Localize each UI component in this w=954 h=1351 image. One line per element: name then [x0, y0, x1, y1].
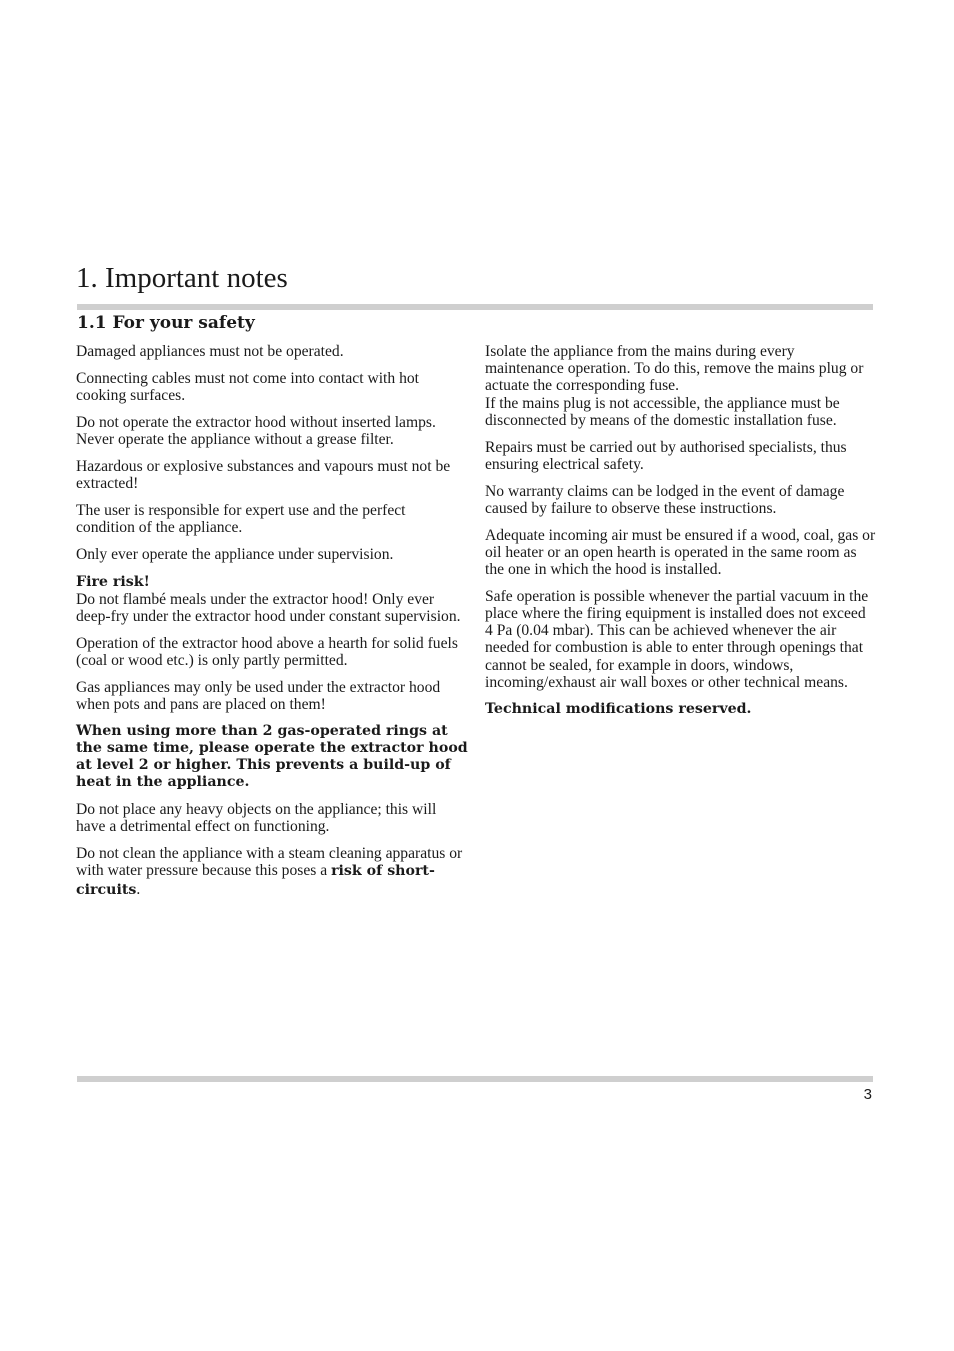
mains-isolation-text: Isolate the appliance from the mains during every maintenance operation. To do this, remove the mains plug or actuate the corresponding fuse. [485, 343, 864, 395]
fire-risk-note [76, 573, 468, 626]
cleaning-note [76, 845, 468, 899]
page-title: 1. Important notes [76, 262, 288, 294]
safety-note: Connecting cables must not come into contact with hot cooking surfaces. [76, 369, 419, 404]
safety-note: Gas appliances may only be used under the extractor hood when pots and pans are placed on them! [76, 678, 441, 713]
safety-note: Hazardous or explosive substances and vapours must not be extracted! [76, 457, 451, 492]
safety-note: No warranty claims can be lodged in the event of damage caused by failure to observe these instructions. [485, 482, 845, 517]
safety-note: Only ever operate the appliance under supervision. [76, 545, 394, 563]
gas-rings-warning: When using more than 2 gas-operated rings at the same time, please operate the extractor hood at level 2 or higher. This prevents a build-up of heat in the appliance. [76, 722, 468, 791]
safety-note: Adequate incoming air must be ensured if a wood, coal, gas or oil heater or an open hearth is operated in the same room as the one in which the hood is installed. [485, 526, 876, 579]
page-number: 3 [863, 1086, 872, 1103]
fire-risk-label: Fire risk! [76, 573, 150, 590]
bottom-divider [77, 1076, 873, 1082]
fire-risk-text: Do not flambé meals under the extractor hood! Only ever deep-fry under the extractor hood under constant supervision. [76, 590, 461, 625]
section-title: 1.1 For your safety [77, 313, 255, 333]
right-column [485, 343, 877, 727]
safety-note: Do not operate the extractor hood without inserted lamps. Never operate the appliance without a grease filter. [76, 413, 436, 448]
cleaning-note-end: . [136, 880, 141, 898]
top-divider [77, 304, 873, 310]
mains-plug-text: If the mains plug is not accessible, the appliance must be disconnected by means of the domestic installation fuse. [485, 394, 840, 429]
cleaning-note-text: Do not clean the appliance with a steam cleaning apparatus or with water pressure because this poses a [76, 845, 463, 880]
short-circuit-warning: risk of short-circuits [76, 863, 435, 898]
mains-isolation-note [485, 343, 877, 429]
left-column [76, 343, 468, 908]
safety-note: Damaged appliances must not be operated. [76, 343, 344, 360]
modifications-note: Technical modifications reserved. [485, 700, 752, 717]
safety-note: The user is responsible for expert use and the perfect condition of the appliance. [76, 501, 406, 536]
safety-note: Operation of the extractor hood above a hearth for solid fuels (coal or wood etc.) is only partly permitted. [76, 634, 458, 669]
safety-note: Repairs must be carried out by authorised specialists, thus ensuring electrical safety. [485, 438, 847, 473]
safety-note: Do not place any heavy objects on the appliance; this will have a detrimental effect on functioning. [76, 801, 437, 836]
safety-note: Safe operation is possible whenever the partial vacuum in the place where the firing equipment is installed does not exceed 4 Pa (0.04 mbar). This can be achieved whenever the air needed for combustion is able to enter through openings that cannot be sealed, for example in doors, windows, incoming/exhaust air wall boxes or other technical means. [485, 587, 869, 691]
